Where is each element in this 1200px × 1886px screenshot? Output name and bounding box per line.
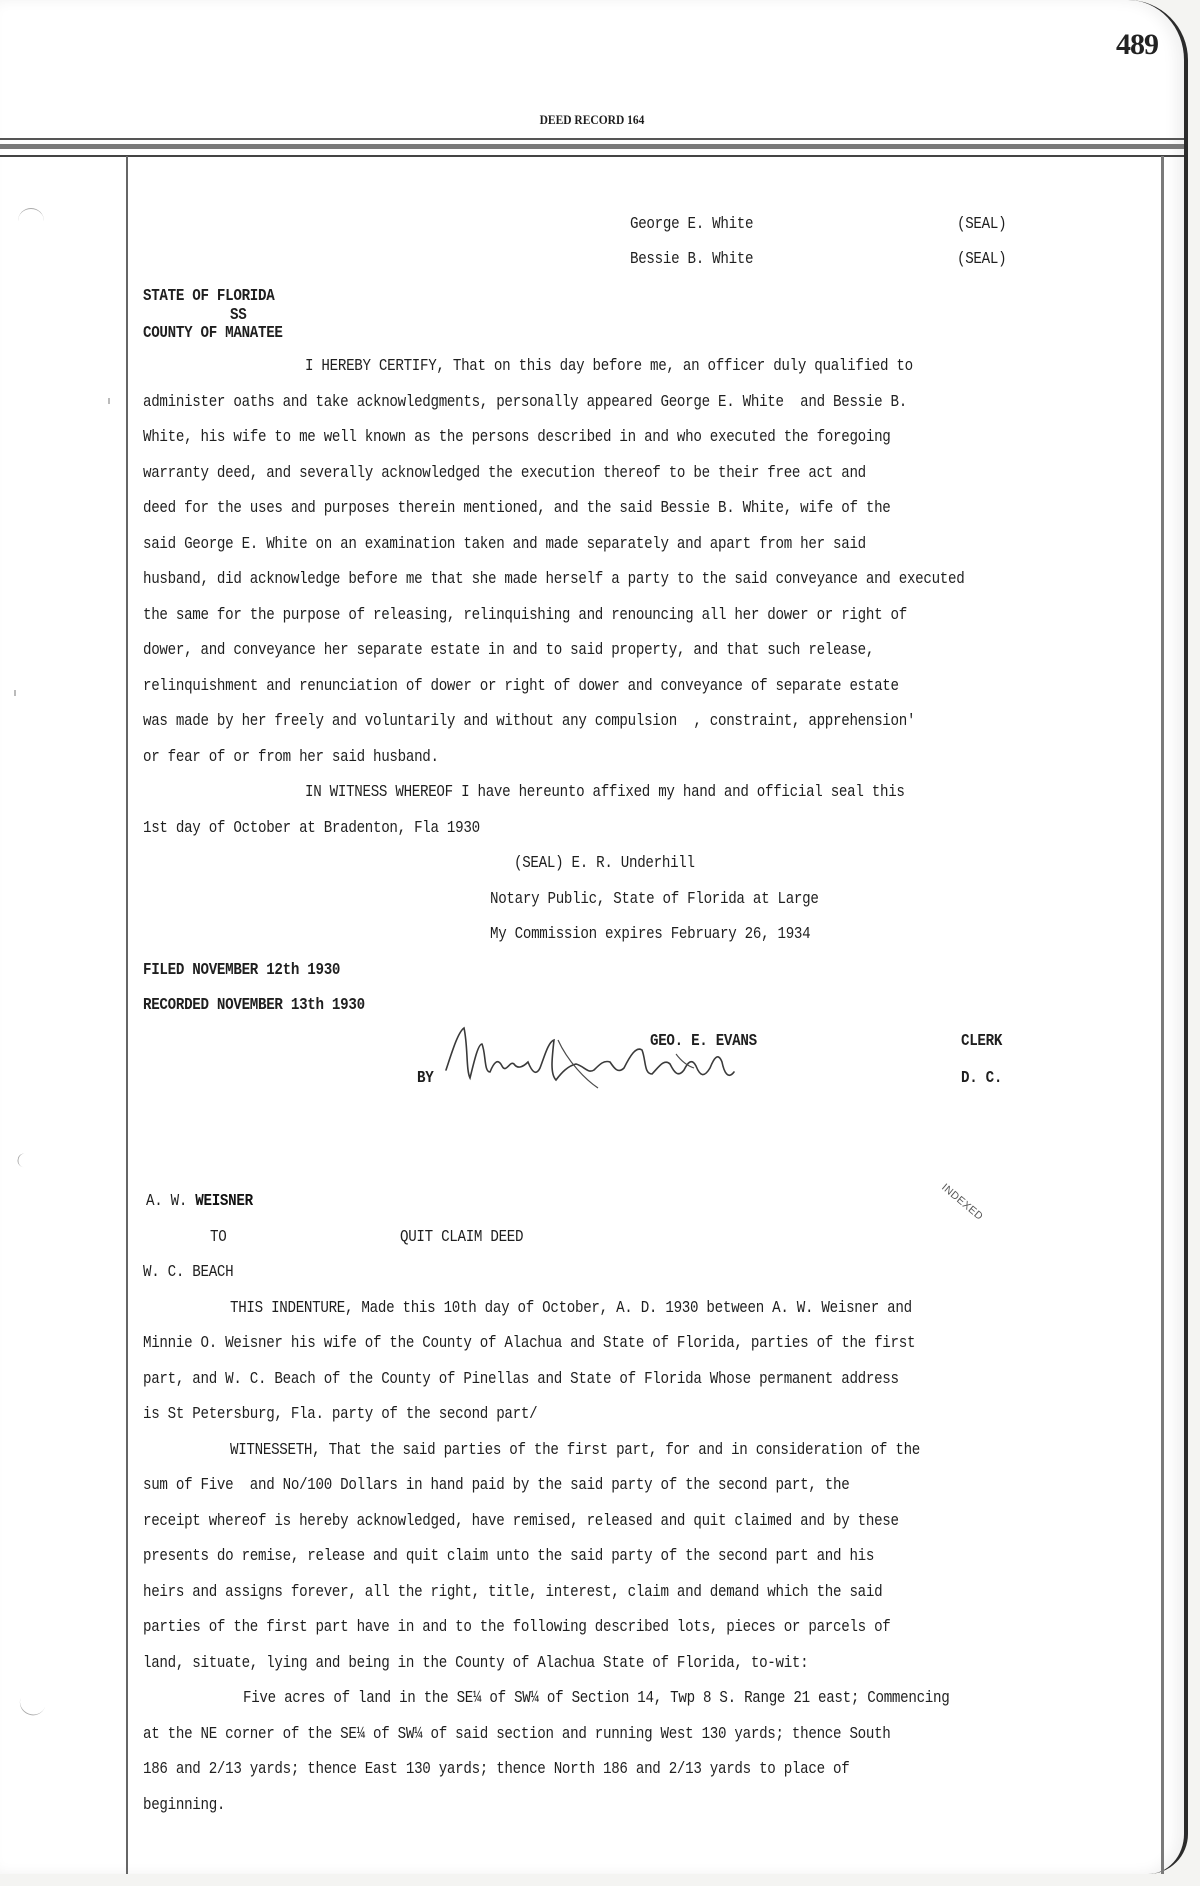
text-line: husband, did acknowledge before me that she made herself a party to the said conveyance and executed <box>143 569 965 588</box>
text-line: relinquishment and renunciation of dower or right of dower and conveyance of separate estate <box>143 676 899 695</box>
text-line: heirs and assigns forever, all the right, title, interest, claim and demand which the said <box>143 1582 883 1601</box>
text-line: administer oaths and take acknowledgments, personally appeared George E. White and Bessie B. <box>143 392 907 411</box>
text-line: parties of the first part have in and to the following described lots, pieces or parcels of <box>143 1617 891 1636</box>
grantor-signature-george: George E. White <box>630 214 754 233</box>
grantor-initials: A. W. <box>146 1191 196 1210</box>
right-margin-line <box>1161 156 1164 1874</box>
header-rule-top <box>0 138 1184 140</box>
text-line: WITNESSETH, That the said parties of the first part, for and in consideration of the <box>230 1440 921 1459</box>
record-book-title: DEED RECORD 164 <box>539 113 645 127</box>
text-line: 186 and 2/13 yards; thence East 130 yards; thence North 186 and 2/13 yards to place of <box>143 1759 850 1778</box>
text-line: deed for the uses and purposes therein mentioned, and the said Bessie B. White, wife of the <box>143 498 891 517</box>
binding-hole-mark <box>18 208 44 223</box>
text-line: at the NE corner of the SE¼ of SW¼ of said section and running West 130 yards; thence South <box>143 1724 891 1743</box>
qcd-deed-type: QUIT CLAIM DEED <box>400 1227 524 1246</box>
qcd-to-label: TO <box>210 1227 227 1246</box>
qcd-grantee: W. C. BEACH <box>143 1262 234 1281</box>
margin-speck <box>14 690 16 696</box>
qcd-grantor <box>146 1191 253 1211</box>
text-line: Minnie O. Weisner his wife of the County of Alachua and State of Florida, parties of the first <box>143 1333 916 1352</box>
text-line: THIS INDENTURE, Made this 10th day of October, A. D. 1930 between A. W. Weisner and <box>230 1298 912 1317</box>
by-label: BY <box>417 1068 434 1087</box>
text-line: IN WITNESS WHEREOF I have hereunto affixed my hand and official seal this <box>305 782 905 801</box>
text-line: I HEREBY CERTIFY, That on this day before me, an officer duly qualified to <box>305 356 913 375</box>
venue-state: STATE OF FLORIDA <box>143 286 275 305</box>
binding-hole-mark <box>16 1152 33 1168</box>
grantor-surname: WEISNER <box>195 1191 253 1210</box>
deputy-clerk-title: D. C. <box>961 1068 1003 1087</box>
text-line: 1st day of October at Bradenton, Fla 1930 <box>143 818 480 837</box>
text-line: warranty deed, and severally acknowledged the execution thereof to be their free act and <box>143 463 866 482</box>
text-line: part, and W. C. Beach of the County of Pinellas and State of Florida Whose permanent address <box>143 1369 899 1388</box>
header-rule-bottom <box>0 155 1184 157</box>
left-margin-line <box>126 156 128 1874</box>
text-line: land, situate, lying and being in the County of Alachua State of Florida, to-wit: <box>143 1653 809 1672</box>
text-line: or fear of or from her said husband. <box>143 747 439 766</box>
indexed-stamp: INDEXED <box>939 1181 986 1223</box>
notary-commission: My Commission expires February 26, 1934 <box>490 924 811 943</box>
text-line: beginning. <box>143 1795 226 1814</box>
text-line: dower, and conveyance her separate estate in and to said property, and that such release, <box>143 640 875 659</box>
text-line: said George E. White on an examination taken and made separately and apart from her said <box>143 534 866 553</box>
clerk-name: GEO. E. EVANS <box>650 1031 757 1050</box>
filed-date: FILED NOVEMBER 12th 1930 <box>143 960 341 979</box>
text-line: Five acres of land in the SE¼ of SW¼ of Section 14, Twp 8 S. Range 21 east; Commencing <box>243 1688 950 1707</box>
text-line: presents do remise, release and quit claim unto the said party of the second part and his <box>143 1546 875 1565</box>
notary-title: Notary Public, State of Florida at Large <box>490 889 819 908</box>
text-line: White, his wife to me well known as the persons described in and who executed the foregoing <box>143 427 891 446</box>
notary-name: (SEAL) E. R. Underhill <box>514 853 695 872</box>
text-line: receipt whereof is hereby acknowledged, have remised, released and quit claimed and by these <box>143 1511 899 1530</box>
text-line: the same for the purpose of releasing, relinquishing and renouncing all her dower or right of <box>143 605 907 624</box>
venue-county: COUNTY OF MANATEE <box>143 323 283 342</box>
text-line: was made by her freely and voluntarily and without any compulsion , constraint, apprehension' <box>143 711 916 730</box>
venue-ss: SS <box>230 305 247 324</box>
signature-stroke <box>446 1028 734 1080</box>
margin-speck <box>108 398 110 404</box>
recorded-date: RECORDED NOVEMBER 13th 1930 <box>143 995 365 1014</box>
grantor-signature-bessie: Bessie B. White <box>630 249 754 268</box>
seal-label: (SEAL) <box>957 214 1007 233</box>
binding-hole-mark <box>16 1696 46 1719</box>
seal-label: (SEAL) <box>957 249 1007 268</box>
text-line: is St Petersburg, Fla. party of the second part/ <box>143 1404 538 1423</box>
text-line: sum of Five and No/100 Dollars in hand paid by the said party of the second part, the <box>143 1475 850 1494</box>
header-rule-thick <box>0 144 1184 149</box>
page-number: 489 <box>1116 28 1158 61</box>
deputy-clerk-signature <box>438 1022 768 1092</box>
clerk-title: CLERK <box>961 1031 1003 1050</box>
